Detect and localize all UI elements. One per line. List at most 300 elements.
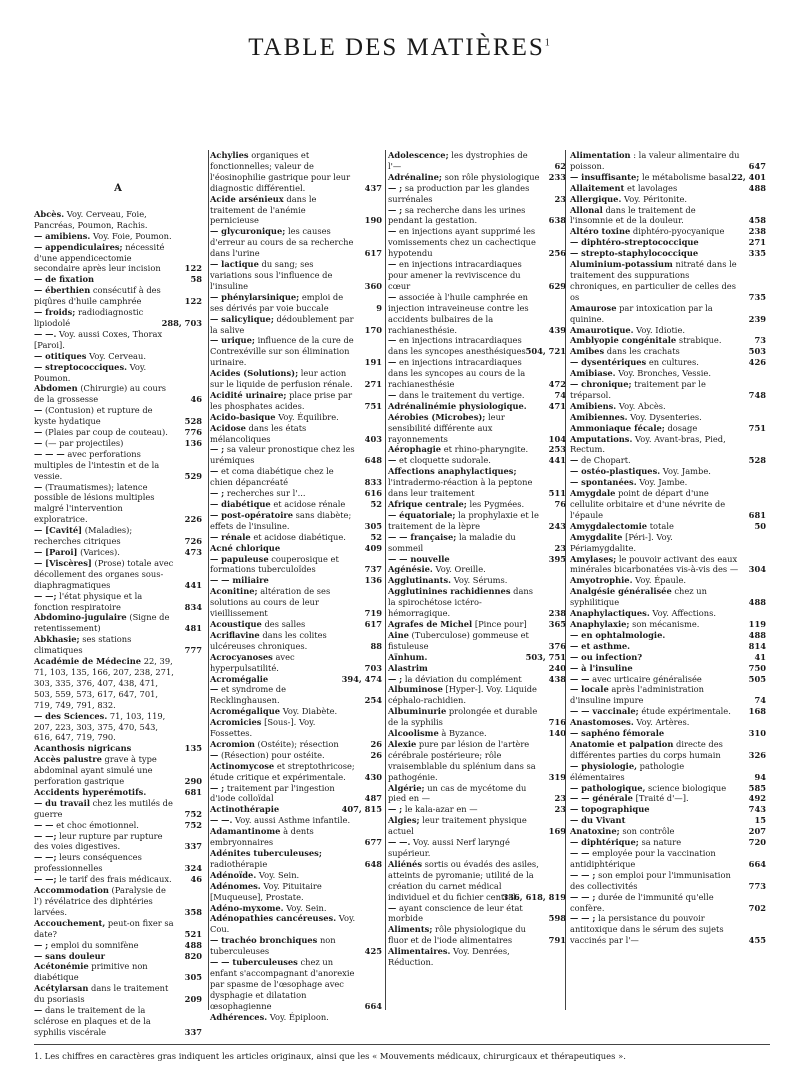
index-entry: [210, 259, 382, 292]
index-entry: [210, 881, 382, 903]
page-number: 190: [364, 215, 382, 226]
page-number: 488: [748, 629, 766, 640]
index-entry: [34, 820, 202, 831]
page-number: 487: [364, 793, 382, 804]
page-number: 735: [748, 291, 766, 302]
entry-heading: Altéro toxine: [570, 226, 631, 237]
page-number: 719: [364, 608, 382, 619]
entry-text: et lavolages: [626, 182, 678, 193]
page-number: 326: [748, 749, 766, 760]
entry-heading: — en ophtalmologie.: [570, 629, 666, 640]
entry-heading: Amibiennes.: [570, 411, 628, 422]
entry-heading: Alcoolisme: [388, 728, 439, 739]
entry-text: avec hyperpulsatilité.: [210, 651, 295, 673]
entry-text: en injections intracardiaques dans les syncopes anesthésiques: [388, 335, 526, 357]
page-number: 492: [748, 793, 766, 804]
index-entry: [34, 329, 202, 351]
entry-text: et syndrome de Recklinghausen.: [210, 684, 287, 706]
entry-heading: Acétylarsan: [34, 983, 89, 994]
page-number: 239: [748, 313, 766, 324]
entry-heading: Adamantinome: [210, 826, 281, 837]
entry-heading: Affections anaphylactiques;: [388, 466, 517, 477]
page-number: 76: [554, 499, 566, 509]
entry-heading: —: [388, 259, 397, 270]
entry-text: Voy. Jambe.: [662, 466, 711, 477]
entry-text: Voy. Cerveau, Foie, Pancréas, Poumon, Rachis.: [34, 208, 148, 230]
entry-heading: Amygdale: [570, 488, 616, 499]
entry-heading: — appendiculaires;: [34, 241, 123, 252]
index-entry: [34, 449, 202, 482]
index-entry: [570, 684, 766, 706]
page-number: 407, 815: [341, 804, 382, 815]
page-number: 395: [548, 553, 566, 564]
entry-heading: — [Viscères]: [34, 557, 92, 568]
index-entry: [388, 674, 566, 685]
index-entry: [570, 728, 766, 739]
entry-text: dans les colites ulcéreuses chroniques.: [210, 629, 327, 651]
entry-heading: Agrafes de Michel: [388, 618, 473, 629]
page-number: 439: [548, 324, 566, 335]
entry-heading: — rénale: [210, 531, 251, 542]
page-number: 430: [364, 771, 382, 782]
entry-heading: — otitiques: [34, 350, 87, 361]
index-entry: [34, 940, 202, 951]
page-number: 488: [184, 939, 202, 950]
index-entry: [570, 466, 766, 477]
page-number: 74: [554, 389, 566, 400]
page-number: 638: [548, 215, 566, 226]
page-number: 271: [748, 237, 766, 248]
entry-heading: — et asthme.: [570, 640, 631, 651]
page-number: 26: [370, 738, 382, 749]
entry-heading: — — nouvelle: [388, 553, 450, 564]
index-entry: [570, 575, 766, 586]
entry-text: (— par projectiles): [44, 437, 124, 448]
page-number: 773: [748, 880, 766, 891]
entry-text: altération de ses solutions au cours de leur vieillissement: [210, 586, 331, 619]
index-entry: [388, 172, 566, 183]
index-entry: [570, 248, 766, 259]
entry-text: avec perforations multiples de l'intestin et de la vessie.: [34, 448, 160, 481]
page-number: 629: [548, 280, 566, 291]
entry-text: Voy. Épaule.: [635, 575, 687, 586]
entry-heading: Accouchement,: [34, 917, 106, 928]
page-title: TABLE DES MATIÈRES$^1$: [248, 34, 552, 61]
entry-text: chez les mutilés de guerre: [34, 797, 173, 819]
entry-heading: Albuminose: [388, 684, 443, 695]
entry-heading: — saphéno fémorale: [570, 728, 665, 739]
page-number: 585: [748, 782, 766, 793]
index-entry: [388, 554, 566, 565]
page-number: 750: [748, 662, 766, 673]
page-number: 337: [184, 841, 202, 852]
index-entry: [570, 706, 766, 717]
index-entry: [388, 859, 566, 903]
entry-text: les Pygmées.: [469, 499, 525, 509]
entry-text: radiothérapie: [210, 858, 268, 869]
index-entry: [570, 848, 766, 870]
page-number: 425: [364, 946, 382, 957]
entry-heading: —: [210, 749, 219, 760]
entry-heading: —: [210, 684, 219, 695]
entry-text: influence de la cure de Contrexéville sur son élimination urinaire.: [210, 335, 354, 368]
entry-text: chez un enfant s'accompagnant d'anorexie par spasme de l'œsophage avec dysphagie et dilatation œsophagienne: [210, 957, 355, 1011]
entry-heading: — urique;: [210, 335, 255, 346]
index-entry: [570, 379, 766, 401]
page-number: 677: [364, 837, 382, 848]
entry-heading: —: [34, 427, 43, 438]
entry-heading: Accès palustre: [34, 754, 102, 765]
entry-heading: —: [34, 437, 43, 448]
index-entry: [34, 525, 202, 547]
entry-heading: Agglutinines rachidiennes: [388, 586, 511, 597]
entry-heading: — — ;: [570, 891, 596, 902]
page-number: 253: [548, 444, 566, 455]
index-entry: [570, 357, 766, 368]
page-number: 814: [748, 640, 766, 651]
entry-heading: — —;: [34, 852, 57, 863]
entry-heading: Aconitine;: [210, 586, 258, 597]
entry-text: chez un syphilitique: [570, 586, 707, 608]
entry-heading: Aliments;: [388, 924, 433, 935]
entry-heading: Allaitement: [570, 182, 625, 193]
page-number: 703: [364, 662, 382, 673]
page-number: 23: [554, 793, 566, 804]
entry-text: en injections intracardiaques dans les syncopes au cours de la rachianesthésie: [388, 357, 526, 390]
index-entry: [570, 226, 766, 237]
index-entry: [570, 434, 766, 456]
index-column-1: [34, 150, 202, 1037]
index-entry: [570, 608, 766, 619]
entry-heading: Afrique centrale;: [388, 499, 467, 509]
entry-text: Voy. Avant-bras, Pied, Rectum.: [570, 433, 726, 455]
page-number: 94: [754, 771, 766, 782]
entry-heading: Alimentaires.: [388, 946, 451, 957]
page-number: 776: [184, 427, 202, 438]
entry-heading: — —;: [34, 590, 57, 601]
index-entry: [34, 547, 202, 558]
index-entry: [388, 684, 566, 706]
entry-heading: — ;: [388, 204, 403, 215]
entry-text: et coma diabétique chez le chien dépancréaté: [210, 466, 334, 488]
index-entry: [210, 630, 382, 652]
page-number: 737: [364, 564, 382, 575]
page-number: 52: [370, 531, 382, 542]
entry-heading: — streptococciques.: [34, 361, 128, 372]
page-number: 238: [748, 226, 766, 237]
page-number: 505: [748, 673, 766, 684]
entry-text: du sang; ses variations sous l'influence de l'insuline: [210, 259, 333, 291]
page-number: 458: [748, 215, 766, 226]
index-entry: [570, 826, 766, 837]
entry-text: sa valeur pronostique chez les urémiques: [210, 444, 355, 466]
entry-text: son rôle physiologique: [444, 171, 540, 182]
index-entry: [570, 630, 766, 641]
entry-heading: — —: [34, 819, 54, 830]
index-entry: [388, 586, 566, 619]
entry-text: et streptothricose; étude critique et expérimentale.: [210, 760, 355, 782]
page-number: 9: [376, 302, 382, 313]
page-number: 310: [748, 728, 766, 739]
page-number: 15: [754, 815, 766, 826]
index-entry: [388, 575, 566, 586]
entry-heading: Aérobies (Microbes);: [388, 411, 486, 422]
entry-text: Voy. Diabète.: [282, 706, 338, 717]
entry-text: sans diabète; effets de l'insuline.: [210, 509, 352, 531]
entry-heading: — glycuronique;: [210, 226, 286, 237]
index-entry: [34, 634, 202, 656]
page-number: 88: [370, 640, 382, 651]
page-number: 243: [548, 520, 566, 531]
index-entry: [570, 717, 766, 728]
index-entry: [210, 226, 382, 259]
entry-heading: — — miliaire: [210, 575, 269, 586]
entry-text: dédoublement par la salive: [210, 313, 354, 335]
entry-heading: — phénylarsinique;: [210, 291, 300, 302]
entry-heading: Adrénaline;: [388, 171, 442, 182]
page-number: 528: [748, 455, 766, 466]
entry-heading: — pathologique,: [570, 782, 646, 793]
index-entry: [388, 226, 566, 259]
entry-text: dans la spirochétose ictéro-hémorragique.: [388, 586, 533, 619]
entry-text: Voy. Jambe.: [639, 477, 688, 488]
entry-text: durée de l'immunité qu'elle confère.: [570, 891, 714, 913]
entry-heading: Aluminium-potassium: [570, 259, 673, 270]
page-number: 648: [364, 858, 382, 869]
entry-text: Voy. Denrées, Réduction.: [388, 946, 510, 968]
entry-text: la déviation du complément: [404, 673, 522, 684]
index-entry: [388, 946, 566, 968]
entry-text: Voy. Pituitaire [Muqueuse], Prostate.: [210, 880, 322, 902]
index-entry: [210, 444, 382, 466]
page-number: 41: [754, 651, 766, 662]
entry-heading: —: [34, 405, 43, 416]
entry-text: (Signe de retentissement): [34, 612, 170, 634]
entry-text: Voy. Épiploon.: [269, 1011, 329, 1022]
page-number: 168: [748, 706, 766, 717]
index-entry: [34, 656, 202, 711]
page-number: 73: [754, 335, 766, 346]
index-entry: [210, 335, 382, 368]
entry-text: après l'administration d'insuline impure: [570, 684, 704, 706]
index-entry: [210, 532, 382, 543]
index-entry: [388, 357, 566, 390]
entry-text: Voy. Péritonite.: [624, 193, 688, 204]
entry-text: en injections ayant supprimé les vomissements chez un cachectique hypotendu: [388, 226, 536, 259]
page-number: 52: [370, 499, 382, 509]
index-entry: [34, 711, 202, 744]
entry-text: 71, 103, 119, 207, 223, 303, 375, 470, 543, 616, 647, 719, 790.: [34, 710, 166, 743]
entry-heading: Acide arsénieux: [210, 193, 284, 204]
entry-text: pathologie élémentaires: [570, 760, 685, 782]
entry-text: (Traumatismes); latence possible de lésions multiples malgré l'intervention exploratrice.: [34, 481, 155, 525]
entry-heading: Acides (Solutions);: [210, 368, 299, 379]
index-columns: [34, 150, 770, 1037]
entry-heading: Acromégalie: [210, 673, 269, 684]
page-number: 752: [184, 819, 202, 830]
page-number: 136: [184, 437, 202, 448]
entry-heading: — insuffisante;: [570, 171, 640, 182]
entry-heading: Amibiens.: [570, 400, 617, 411]
index-entry: [388, 532, 566, 554]
entry-text: les causes d'erreur au cours de sa recherche dans l'urine: [210, 226, 354, 259]
entry-heading: — [Cavité]: [34, 525, 83, 536]
index-entry: [388, 499, 566, 510]
page-number: 62: [554, 160, 566, 171]
index-entry: [34, 591, 202, 613]
index-entry: [570, 455, 766, 466]
index-entry: [34, 885, 202, 918]
entry-heading: Ammoniaque fécale;: [570, 422, 665, 433]
entry-text: diphtéro-pyocyanique: [632, 226, 725, 237]
page-number: 23: [554, 542, 566, 553]
entry-text: [Traité d'—].: [635, 793, 689, 804]
entry-text: et acidose diabétique.: [253, 531, 346, 542]
page-number: 58: [190, 274, 202, 285]
index-entry: [34, 231, 202, 242]
entry-heading: — —: [570, 848, 590, 858]
entry-text: employée pour la vaccination antidiphtérique: [570, 848, 716, 869]
entry-heading: — —;: [34, 874, 57, 885]
entry-heading: Adhérences.: [210, 1011, 268, 1022]
entry-heading: — —: [570, 673, 590, 684]
entry-text: (Varices).: [80, 547, 120, 557]
page-number: 426: [748, 357, 766, 368]
entry-heading: Amaurose: [570, 302, 617, 313]
index-entry: [34, 918, 202, 940]
entry-heading: — de fixation: [34, 274, 95, 285]
entry-heading: — à l'insuline: [570, 662, 633, 673]
index-entry: [210, 368, 382, 390]
entry-heading: Actinomycose: [210, 760, 275, 771]
page-number: 104: [548, 433, 566, 444]
index-entry: [210, 619, 382, 630]
entry-text: et rhino-pharyngite.: [443, 444, 529, 455]
entry-heading: Acromion: [210, 738, 255, 749]
entry-text: couperosique et formations tuberculoïdes: [210, 553, 339, 575]
index-entry: [210, 510, 382, 532]
entry-text: 22, 39, 71, 103, 135, 166, 207, 238, 271, 303, 335, 376, 407, 438, 471, 503, 559, 573, 617, 647, 701, 719, 749, 791, 832.: [34, 656, 174, 710]
section-letter: A: [114, 183, 122, 194]
entry-heading: — ou infection?: [570, 651, 643, 662]
page-number: 504, 721: [525, 346, 566, 357]
index-entry: [388, 728, 566, 739]
page-number: 319: [548, 771, 566, 782]
index-entry: [34, 242, 202, 275]
entry-heading: — — tuberculeuses: [210, 957, 298, 968]
index-entry: [388, 903, 566, 925]
entry-heading: — —.: [210, 815, 233, 826]
entry-heading: Adénopathies cancéreuses.: [210, 913, 337, 924]
entry-text: étude expérimentale.: [641, 706, 731, 717]
entry-text: radiodiagnostic lipiodolé: [34, 307, 144, 328]
page-number: 481: [184, 623, 202, 634]
index-entry: [210, 423, 382, 445]
entry-text: la prophylaxie et le traitement de la lèpre: [388, 509, 539, 531]
entry-text: Voy. Sein.: [258, 869, 300, 880]
entry-text: et choc émotionnel.: [56, 819, 139, 830]
entry-heading: Analgésie généralisée: [570, 586, 672, 597]
index-entry: [34, 351, 202, 362]
entry-text: et cloquette sudorale.: [398, 455, 491, 466]
page-number: 233: [548, 171, 566, 182]
entry-heading: — diphtérique;: [570, 837, 639, 848]
page-number: 337: [184, 1026, 202, 1037]
entry-heading: Acrocyanoses: [210, 651, 273, 662]
page-number: 648: [364, 455, 382, 466]
page-number: 748: [748, 389, 766, 400]
entry-heading: — amibiens.: [34, 230, 91, 241]
entry-heading: Accommodation: [34, 885, 109, 896]
entry-heading: Anatomie et palpation: [570, 738, 674, 749]
index-entry: [388, 510, 566, 532]
entry-text: Voy. Équilibre.: [278, 411, 339, 422]
entry-heading: — dysentériques: [570, 357, 647, 368]
page-number: 240: [548, 662, 566, 673]
entry-text: dans le traitement du vertige.: [398, 389, 525, 400]
entry-heading: — — générale: [570, 793, 633, 804]
page-number: 23: [554, 193, 566, 204]
index-entry: [210, 488, 382, 499]
entry-heading: Albuminurie: [388, 706, 447, 717]
entry-heading: —: [570, 455, 579, 466]
entry-text: Voy. Idiotie.: [636, 324, 686, 335]
entry-heading: Amyotrophie.: [570, 575, 633, 586]
index-entry: [210, 783, 382, 805]
index-entry: [570, 183, 766, 194]
index-entry: [388, 466, 566, 499]
page-number: 702: [748, 902, 766, 913]
entry-text: dans le traitement de la sclérose en plaques et de la syphilis viscérale: [34, 1005, 151, 1037]
entry-text: l'intradermo-réaction à la peptone dans leur traitement: [388, 477, 533, 499]
entry-heading: — spontanées.: [570, 477, 637, 488]
page-number: 238: [548, 608, 566, 619]
entry-heading: — éberthien: [34, 285, 91, 296]
index-entry: [210, 826, 382, 848]
entry-text: avec urticaire généralisée: [592, 673, 702, 684]
page-number: 777: [184, 645, 202, 656]
entry-heading: Algies;: [388, 815, 420, 826]
index-entry: [34, 383, 202, 405]
entry-text: nitraté dans le traitement des suppurations chroniques, en particulier de celles des os: [570, 259, 737, 302]
page-number: 26: [370, 749, 382, 760]
index-entry: [210, 957, 382, 1012]
entry-heading: — sans douleur: [34, 950, 106, 961]
index-entry: [570, 870, 766, 892]
entry-text: place prise par les phosphates acides.: [210, 389, 353, 411]
entry-text: (Paralysie de l') révélatrice des diphtéries larvées.: [34, 885, 166, 917]
entry-heading: — diphtéro-streptococcique: [570, 237, 699, 248]
page-number: 135: [184, 743, 202, 754]
entry-heading: — post-opératoire: [210, 509, 293, 520]
index-entry: [570, 739, 766, 761]
entry-text: un cas de mycétome du pied en —: [388, 782, 527, 804]
index-entry: [570, 488, 766, 521]
entry-heading: Amibes: [570, 346, 605, 357]
index-entry: [210, 750, 382, 761]
entry-text: (Ostéite); résection: [257, 738, 339, 749]
index-entry: [570, 368, 766, 379]
page-number: 254: [364, 695, 382, 706]
page-number: 438: [548, 673, 566, 684]
index-entry: [388, 292, 566, 336]
index-entry: [210, 412, 382, 423]
index-entry: [388, 412, 566, 445]
index-entry: [34, 743, 202, 754]
page-number: 207: [748, 826, 766, 837]
entry-heading: Anaphylactiques.: [570, 608, 650, 619]
index-entry: [388, 564, 566, 575]
